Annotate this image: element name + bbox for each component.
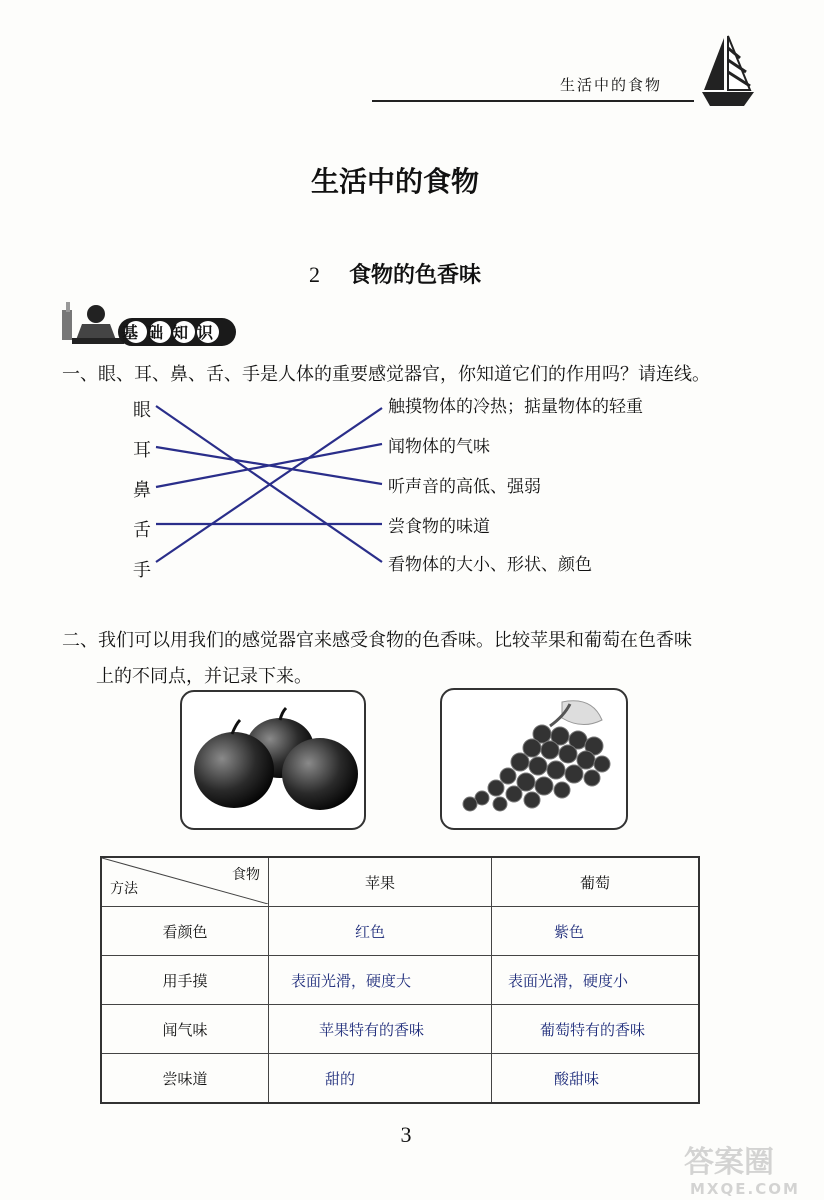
answer-cell-apple: 表面光滑，硬度大 [269,956,492,1005]
table-row [101,956,699,1005]
watermark-logo [680,1138,820,1198]
watermark-line1: 答案圈 [684,1145,774,1180]
running-header: 生活中的食物 [560,76,663,94]
page-number: 3 [400,1122,412,1147]
watermark-line2: MXQE.COM [690,1180,800,1198]
table-row [101,1005,699,1054]
corner-label-food: 食物 [232,867,260,883]
question-2-prompt-line1: 二、我们可以用我们的感觉器官来感受食物的色香味。比较苹果和葡萄在色香味 [62,630,692,651]
organ-nose: 鼻 [133,480,151,501]
answer-cell-grape: 表面光滑，硬度小 [492,956,700,1005]
organ-hand: 手 [133,560,151,581]
answer-cell-grape: 酸甜味 [492,1054,700,1104]
table-row [101,1054,699,1104]
answer-cell-grape: 葡萄特有的香味 [492,1005,700,1054]
organ-tongue: 舌 [133,520,151,541]
method-cell: 看颜色 [101,907,269,956]
column-header-grape: 葡萄 [492,857,700,907]
method-cell: 尝味道 [101,1054,269,1104]
corner-label-method: 方法 [110,881,138,897]
function-hear: 听声音的高低、强弱 [388,477,541,497]
question-1-prompt: 一、眼、耳、鼻、舌、手是人体的重要感觉器官，你知道它们的作用吗？请连线。 [62,364,710,385]
unit-title: 生活中的食物 [310,165,479,198]
corner-header-cell [101,857,269,907]
answer-cell-grape: 紫色 [492,907,700,956]
lesson-number: 2 [308,262,320,287]
question-2-prompt-line2: 上的不同点，并记录下来。 [96,666,312,687]
link-nose-smell [156,444,382,487]
column-header-apple: 苹果 [269,857,492,907]
organ-eye: 眼 [133,400,151,421]
answer-cell-apple: 甜的 [269,1054,492,1104]
lesson-name: 食物的色香味 [348,263,481,288]
function-see: 看物体的大小、形状、颜色 [388,555,592,575]
apple-photo [180,690,366,830]
function-touch: 触摸物体的冷热；掂量物体的轻重 [388,397,643,417]
grape-photo [440,688,628,830]
table-header-row [101,857,699,907]
method-cell: 闻气味 [101,1005,269,1054]
comparison-table [100,856,700,1104]
function-smell: 闻物体的气味 [388,437,490,457]
answer-cell-apple: 苹果特有的香味 [269,1005,492,1054]
organ-ear: 耳 [133,440,151,461]
answer-cell-apple: 红色 [269,907,492,956]
method-cell: 用手摸 [101,956,269,1005]
function-taste: 尝食物的味道 [388,517,490,537]
table-row [101,907,699,956]
badge-label: 基础知识 [121,323,223,342]
